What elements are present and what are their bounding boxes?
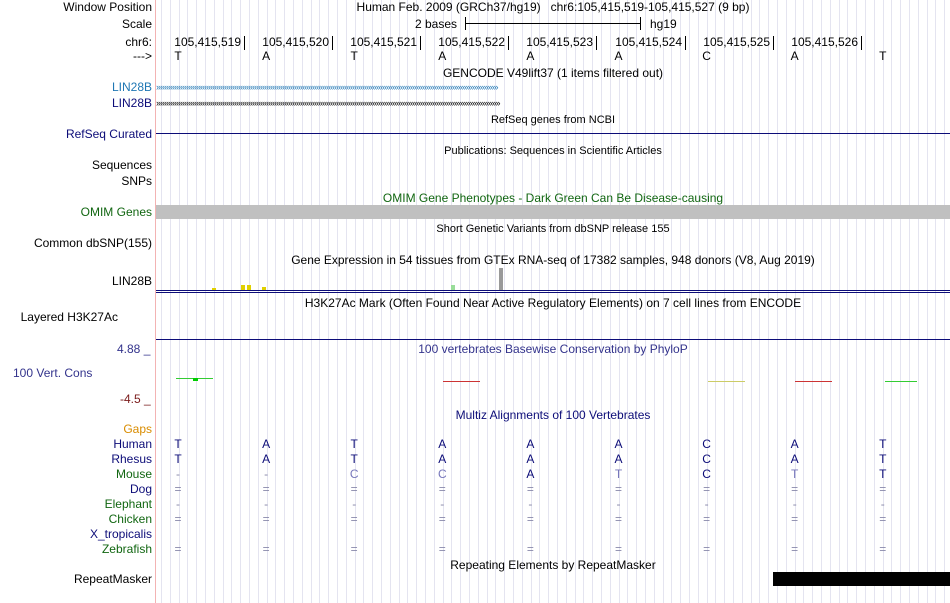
multiz-species-label[interactable]: Rhesus (111, 452, 152, 466)
multiz-base: C (702, 467, 711, 481)
reference-base: T (174, 49, 182, 63)
multiz-gaps-label[interactable]: Gaps (123, 422, 152, 436)
multiz-base: = (526, 542, 534, 556)
reference-base: A (614, 49, 623, 63)
gencode-transcript-1[interactable]: ››››››››››››››››››››››››››››››››››››››››››››››››››››››››››››››››››››››››››››››››››››››››››››››››››››››››››››››››››››››››››››››››››››››››››››››››››››››››››››››››››››››››››› (156, 82, 498, 92)
scale-assembly: hg19 (650, 17, 677, 31)
multiz-base: = (614, 482, 622, 496)
scale-bar-right (640, 17, 641, 30)
refseq-label[interactable]: RefSeq Curated (65, 127, 152, 141)
multiz-base: = (791, 482, 799, 496)
multiz-species-label[interactable]: Mouse (115, 467, 152, 481)
multiz-species-label[interactable]: Zebrafish (101, 542, 152, 556)
multiz-base: = (262, 542, 270, 556)
gtex-baseline-2 (156, 292, 950, 293)
gtex-baseline (156, 290, 950, 291)
multiz-species-label[interactable]: X_tropicalis (89, 527, 152, 541)
reference-base: T (350, 49, 358, 63)
multiz-base: = (350, 512, 358, 526)
multiz-base: = (879, 482, 887, 496)
gtex-bar[interactable] (212, 288, 216, 290)
multiz-title: Multiz Alignments of 100 Vertebrates (455, 408, 651, 422)
multiz-base: - (704, 497, 709, 511)
multiz-base: - (176, 497, 180, 511)
ruler-tick (685, 36, 686, 50)
reference-base: A (790, 49, 799, 63)
phylop-bar[interactable] (193, 378, 198, 381)
window-position-text: Human Feb. 2009 (GRCh37/hg19) chr6:105,415,519-105,415,527 (9 bp) (356, 0, 750, 14)
repeatmasker-label[interactable]: RepeatMasker (73, 572, 152, 586)
multiz-base: T (174, 452, 182, 466)
multiz-base: T (350, 452, 358, 466)
ruler-tick (508, 36, 509, 50)
reference-base: A (438, 49, 447, 63)
multiz-base: = (791, 542, 799, 556)
reference-base: A (526, 49, 535, 63)
publications-title: Publications: Sequences in Scientific Articles (444, 145, 662, 157)
multiz-base: A (614, 437, 623, 451)
multiz-base: = (703, 542, 711, 556)
ruler-position: 105,415,519 (174, 35, 241, 49)
omim-feature-bar[interactable] (156, 205, 950, 219)
multiz-base: = (614, 542, 622, 556)
multiz-base: T (879, 452, 887, 466)
multiz-base: = (703, 482, 711, 496)
multiz-base: - (440, 497, 445, 511)
multiz-base: = (174, 512, 182, 526)
reference-base: T (879, 49, 887, 63)
multiz-base: A (526, 452, 535, 466)
multiz-base: = (879, 542, 887, 556)
multiz-base: A (262, 437, 271, 451)
multiz-species-label[interactable]: Elephant (104, 497, 152, 511)
repeatmasker-feature[interactable] (773, 572, 950, 586)
multiz-base: - (352, 497, 357, 511)
multiz-base: T (879, 437, 887, 451)
multiz-species-label[interactable]: Human (113, 437, 152, 451)
scale-bar (465, 23, 640, 24)
gtex-label[interactable]: LIN28B (111, 274, 152, 288)
chrom-label: chr6: (125, 35, 152, 49)
gtex-bar[interactable] (451, 285, 455, 290)
multiz-base: - (264, 467, 269, 481)
ruler-position: 105,415,523 (526, 35, 593, 49)
h3k27ac-title: H3K27Ac Mark (Often Found Near Active Regulatory Elements) on 7 cell lines from ENCODE (304, 296, 802, 310)
multiz-base: - (616, 497, 621, 511)
multiz-base: = (350, 542, 358, 556)
multiz-base: A (438, 452, 447, 466)
multiz-base: = (438, 512, 446, 526)
multiz-base: T (614, 467, 623, 481)
multiz-base: = (262, 512, 270, 526)
multiz-base: A (790, 452, 799, 466)
multiz-base: T (879, 467, 887, 481)
ruler-tick (861, 36, 862, 50)
multiz-base: = (262, 482, 270, 496)
phylop-bar[interactable] (885, 381, 917, 382)
window-position-label: Window Position (63, 0, 152, 14)
multiz-base: = (438, 542, 446, 556)
multiz-base: - (264, 497, 269, 511)
multiz-base: = (614, 512, 622, 526)
publications-snps-label[interactable]: SNPs (121, 174, 152, 188)
ruler-tick (332, 36, 333, 50)
multiz-base: = (526, 482, 534, 496)
phylop-bar[interactable] (795, 381, 832, 382)
multiz-base: = (791, 512, 799, 526)
gencode-item-2[interactable]: LIN28B (111, 96, 152, 110)
multiz-base: C (349, 467, 359, 481)
multiz-base: = (438, 482, 446, 496)
h3k27ac-label[interactable]: Layered H3K27Ac (20, 310, 118, 324)
multiz-base: A (614, 452, 623, 466)
phylop-min-label: -4.5 _ (120, 392, 151, 406)
multiz-base: T (791, 467, 799, 481)
ruler-position: 105,415,526 (791, 35, 858, 49)
multiz-base: C (702, 437, 711, 451)
omim-label[interactable]: OMIM Genes (80, 205, 152, 219)
ruler-tick (244, 36, 245, 50)
repeatmasker-title: Repeating Elements by RepeatMasker (450, 558, 656, 572)
h3k27ac-baseline (156, 339, 950, 340)
phylop-bar[interactable] (443, 381, 480, 382)
gtex-bar[interactable] (241, 285, 245, 290)
multiz-base: C (437, 467, 447, 481)
multiz-base: = (174, 482, 182, 496)
ruler-position: 105,415,524 (615, 35, 682, 49)
multiz-base: - (528, 497, 533, 511)
multiz-base: A (526, 437, 535, 451)
multiz-base: A (262, 452, 271, 466)
ruler-position: 105,415,521 (350, 35, 417, 49)
multiz-base: - (880, 497, 885, 511)
ruler-position: 105,415,522 (438, 35, 505, 49)
ruler-tick (420, 36, 421, 50)
refseq-gene-line[interactable] (156, 133, 950, 134)
multiz-species-label[interactable]: Dog (129, 482, 152, 496)
multiz-base: C (702, 452, 711, 466)
multiz-base: = (174, 542, 182, 556)
gtex-bar[interactable] (262, 287, 266, 290)
omim-title: OMIM Gene Phenotypes - Dark Green Can Be Disease-causing (382, 191, 724, 205)
publications-sequences-label[interactable]: Sequences (91, 158, 152, 172)
dbsnp-label[interactable]: Common dbSNP(155) (33, 236, 152, 250)
gencode-transcript-2[interactable]: ›››››››››››››››››››››››››››››››››››››››››››››››››››››››››››››››››››››››››››››››››››››››››››››››››››››››››››››››››››››››››››››››››››››››››››››››››››››››››››››››››››››››››››› (156, 98, 500, 108)
multiz-base: = (703, 512, 711, 526)
ruler-tick (773, 36, 774, 50)
multiz-base: = (879, 512, 887, 526)
multiz-base: A (438, 437, 447, 451)
reference-base: A (262, 49, 271, 63)
phylop-max-label: 4.88 _ (117, 342, 151, 356)
scale-label: Scale (121, 17, 152, 31)
ruler-tick (596, 36, 597, 50)
gtex-bar[interactable] (499, 268, 503, 290)
multiz-base: = (526, 512, 534, 526)
gtex-bar[interactable] (247, 285, 251, 290)
ruler-position: 105,415,525 (703, 35, 770, 49)
gtex-title: Gene Expression in 54 tissues from GTEx RNA-seq of 17382 samples, 948 donors (V8, Aug 2019) (291, 253, 815, 267)
multiz-base: T (350, 437, 358, 451)
multiz-base: - (792, 497, 797, 511)
phylop-title: 100 vertebrates Basewise Conservation by PhyloP (418, 342, 688, 356)
scale-text: 2 bases (415, 17, 458, 31)
gencode-title: GENCODE V49lift37 (1 items filtered out) (442, 66, 664, 80)
multiz-base: T (174, 437, 182, 451)
dbsnp-title: Short Genetic Variants from dbSNP release 155 (436, 223, 670, 235)
multiz-base: = (350, 482, 358, 496)
phylop-label[interactable]: 100 Vert. Cons (13, 366, 93, 380)
refseq-title: RefSeq genes from NCBI (490, 114, 616, 126)
multiz-base: A (790, 437, 799, 451)
scale-bar-left (465, 17, 466, 30)
gencode-item-1[interactable]: LIN28B (111, 80, 152, 94)
phylop-bar[interactable] (708, 381, 745, 382)
multiz-base: A (526, 467, 535, 481)
multiz-species-label[interactable]: Chicken (108, 512, 152, 526)
multiz-base: - (176, 467, 180, 481)
strand-label: ---> (133, 49, 152, 63)
reference-base: C (702, 49, 711, 63)
ruler-position: 105,415,520 (262, 35, 329, 49)
